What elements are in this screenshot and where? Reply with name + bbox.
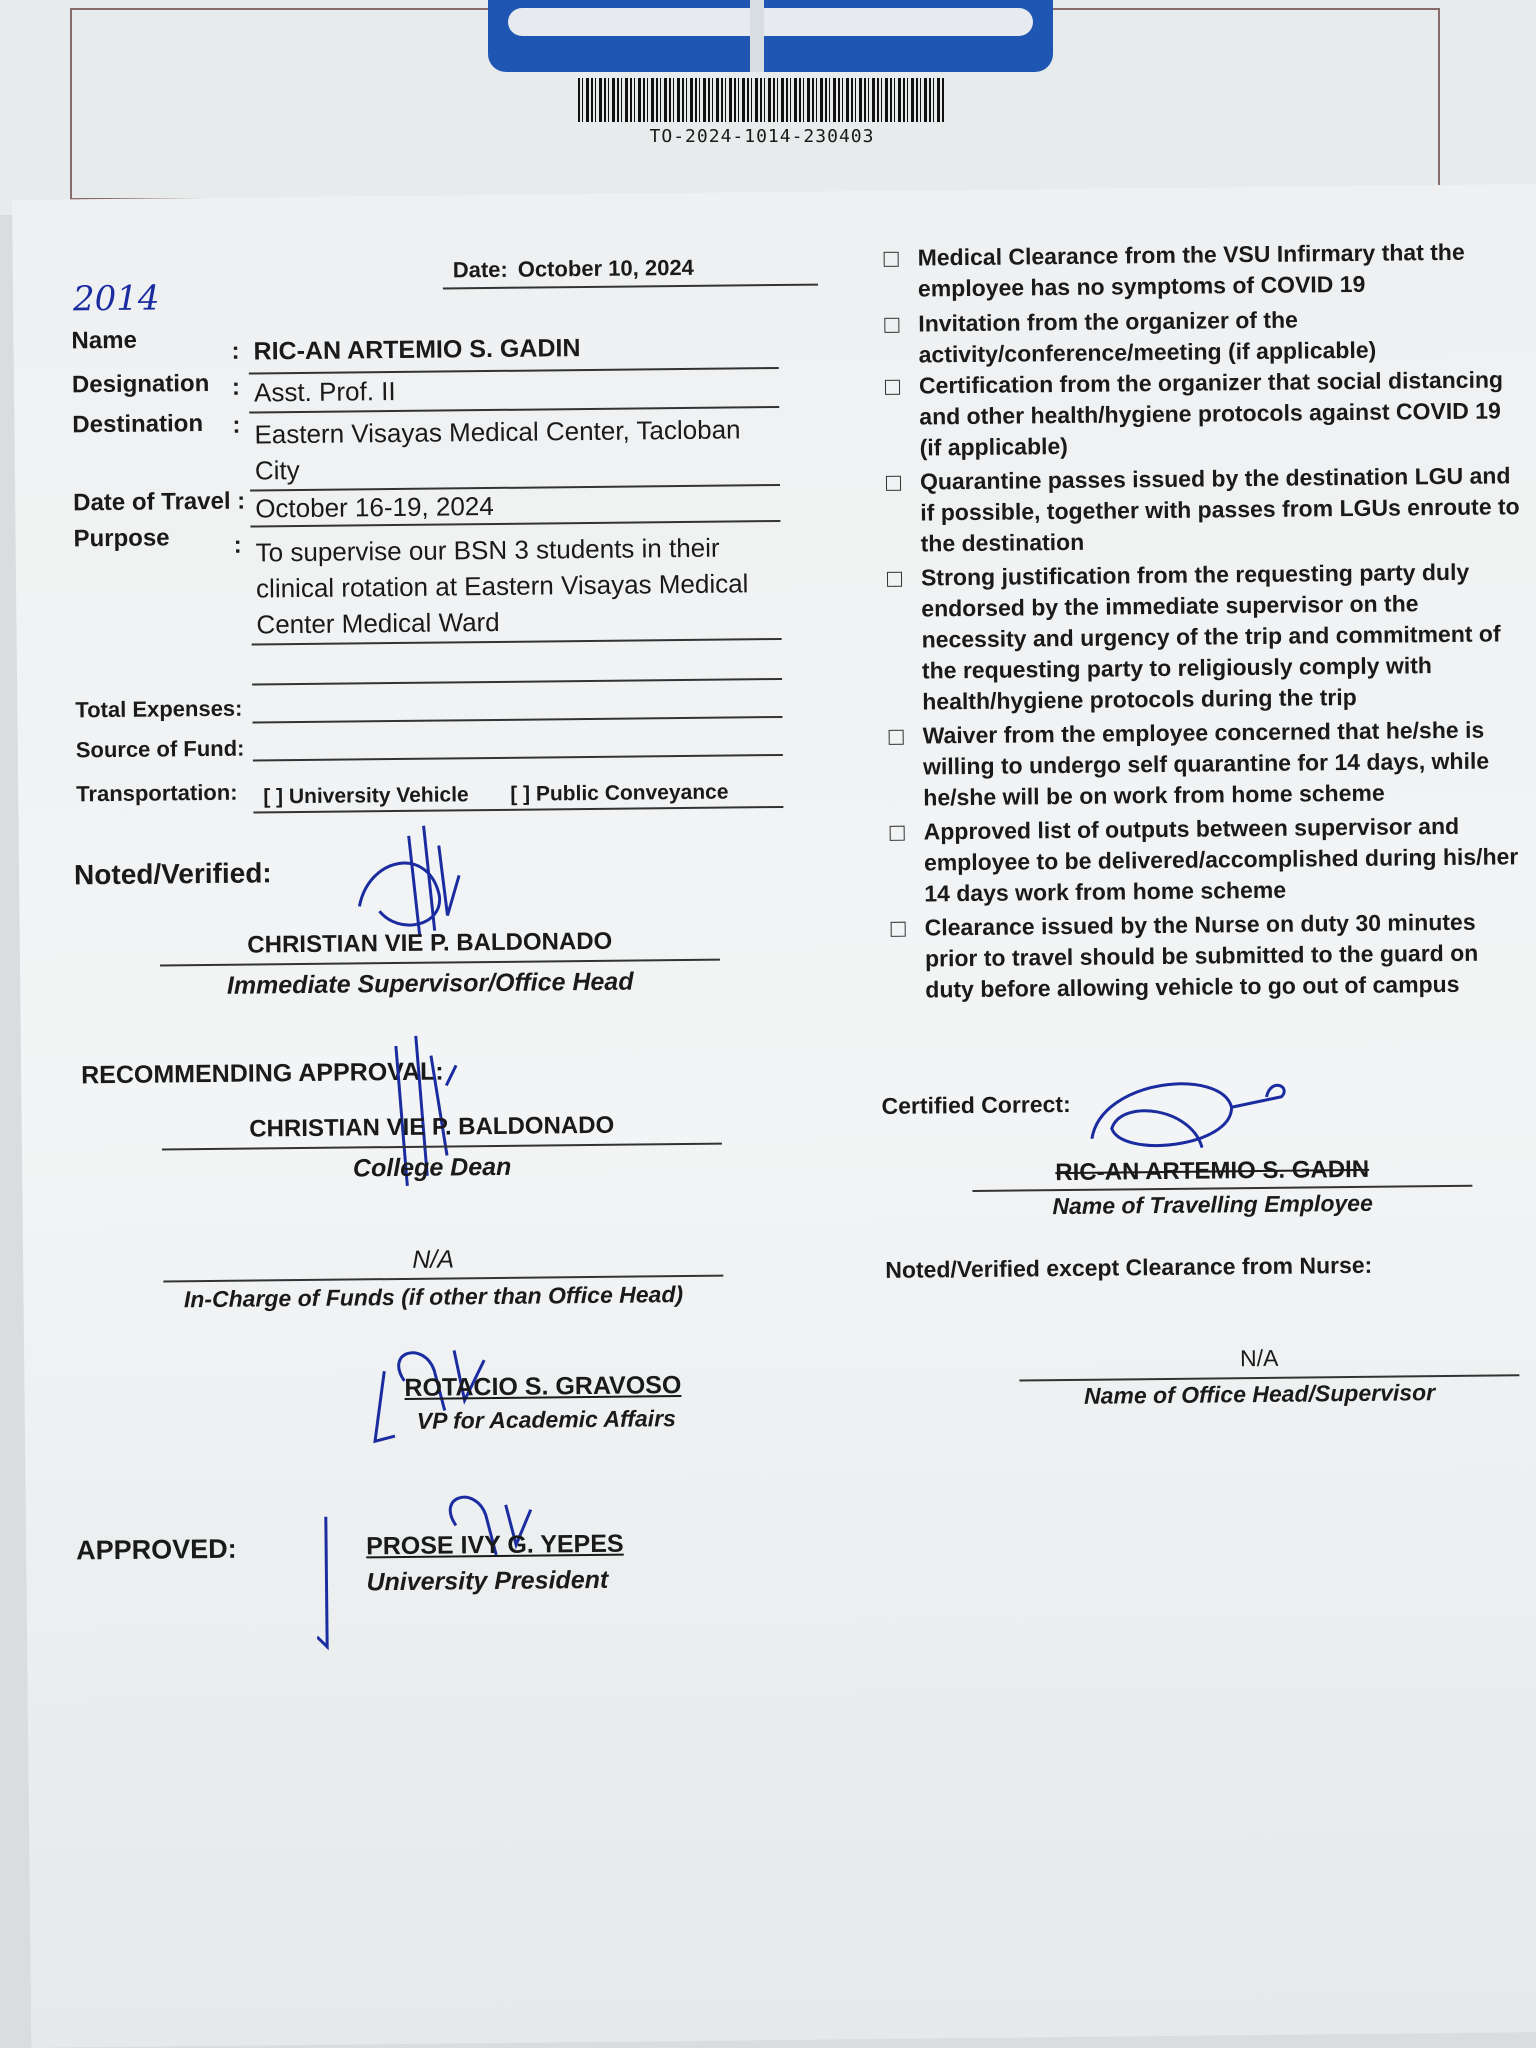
destination-label: Destination: [72, 410, 204, 439]
funds-title: In-Charge of Funds (if other than Office Head): [183, 1281, 684, 1313]
destination-line1: Eastern Visayas Medical Center, Tacloban: [254, 414, 741, 450]
checkbox-icon: [884, 318, 899, 333]
supervisor-name: CHRISTIAN VIE P. BALDONADO: [247, 927, 613, 959]
destination-line2: City: [254, 455, 300, 486]
purpose-label: Purpose: [73, 524, 170, 553]
recommending-approval-label: RECOMMENDING APPROVAL:: [81, 1057, 444, 1090]
transportation-label: Transportation:: [76, 779, 238, 807]
checklist-item: Quarantine passes issued by the destination LGU and if possible, together with passes from LGUs enroute to the destination: [920, 460, 1521, 559]
barcode-icon: [578, 78, 946, 122]
source-of-fund-label: Source of Fund:: [75, 735, 245, 763]
employee-title: Name of Travelling Employee: [1052, 1189, 1373, 1220]
checklist-item: Approved list of outputs between supervisor and employee to be delivered/accomplished during his/her 14 days work from home scheme: [924, 810, 1525, 909]
supervisor-title: Immediate Supervisor/Office Head: [226, 967, 634, 1000]
date-of-travel-value: October 16-19, 2024: [255, 490, 494, 524]
purpose-line3: Center Medical Ward: [256, 606, 500, 640]
checklist-item: Medical Clearance from the VSU Infirmary that the employee has no symptoms of COVID 19: [917, 236, 1518, 304]
purpose-line1: To supervise our BSN 3 students in their: [255, 532, 720, 568]
travel-order-page: Date: October 10, 2024 2014 Name : RIC-AN ARTEMIO S. GADIN Designation : Asst. Prof. II Destination : Eastern Visayas Medical Center, Tacloban City Date of Travel : October 16-19, 2024 Purpose : To supervise our BSN 3 students in their clinical rotation at Eastern Visayas Medical Center Medical Ward Total Expenses: Source of Fund: Transportation: [ ] University Vehicle [ ] Public Conveyance Noted/Verified: CHRISTIAN VIE P. BALDONADO Immediate Supervisor/Office Head RECOMMENDING APPROVAL: CHRISTIAN VIE P. BALDONADO College Dean N/A In-Charge of Funds (if other than Office Head) ROTACIO S. GRAVOSO VP for Academic Affairs APPROVED: PROSE IVY G. YEPES University President Medical Clearance from the VSU Infirmary that the employee has no symptoms of COVID 19 Invitation from the organizer of the activity/conference/meeting (if applicable) Certification from the organizer that social distancing and other health/hygiene protocols against COVID 19 (if applicable) Quarantine passes issued by the destination LGU and if possible, together with passes from LGUs enroute to the destination Strong justification from the requesting party duly endorsed by the immediate supervisor on the necessity and urgency of the trip and commitment of the requesting party to religiously comply with health/hygiene protocols during the trip Waiver from the employee concerned that he/she is willing to undergo self quarantine for 14 days, while he/she will be on work from home scheme Approved list of outputs between supervisor and employee to be delivered/accomplished during his/her 14 days work from home scheme Clearance issued by the Nurse on duty 30 minutes prior to travel should be submitted to the guard on duty before allowing vehicle to go out of campus Certified Correct: RIC-AN ARTEMIO S. GADIN Name of Travelling Employee Noted/Verified except Clearance from Nurse: N/A Name of Office Head/Supervisor: [12, 184, 1536, 2048]
office-head-title: Name of Office Head/Supervisor: [1083, 1379, 1436, 1409]
transport-public-conveyance: [ ] Public Conveyance: [510, 780, 729, 806]
checkbox-icon: [884, 252, 899, 267]
total-expenses-label: Total Expenses:: [75, 695, 243, 723]
purpose-line2: clinical rotation at Eastern Visayas Medical: [255, 568, 749, 604]
barcode-number: TO-2024-1014-230403: [649, 126, 875, 147]
vp-title: VP for Academic Affairs: [416, 1405, 676, 1434]
president-name: PROSE IVY G. YEPES: [365, 1529, 624, 1561]
date-label: Date:: [452, 256, 508, 283]
checkbox-icon: [890, 826, 905, 841]
dean-title: College Dean: [352, 1152, 512, 1183]
certified-correct-label: Certified Correct:: [881, 1090, 1071, 1119]
checkbox-icon: [887, 572, 902, 587]
checklist-item: Strong justification from the requesting party duly endorsed by the immediate supervisor on the necessity and urgency of the trip and commitment of the requesting party to religiously comply with health/hygiene protocols during the trip: [921, 556, 1523, 717]
employee-name: RIC-AN ARTEMIO S. GADIN: [1055, 1155, 1370, 1187]
president-title: University President: [366, 1565, 609, 1597]
noted-verified-label: Noted/Verified:: [73, 857, 272, 891]
funds-value: N/A: [412, 1245, 455, 1274]
checkbox-icon: [891, 922, 906, 937]
noted-except-label: Noted/Verified except Clearance from Nurse:: [885, 1251, 1373, 1283]
date-value: October 10, 2024: [517, 254, 694, 282]
clipboard-clip-icon: [488, 0, 1053, 72]
name-value: RIC-AN ARTEMIO S. GADIN: [253, 334, 581, 366]
office-head-value: N/A: [1239, 1344, 1279, 1372]
name-label: Name: [71, 326, 137, 355]
handwritten-year: 2014: [72, 278, 160, 320]
approved-label: APPROVED:: [75, 1533, 237, 1566]
checkbox-icon: [886, 476, 901, 491]
vp-name: ROTACIO S. GRAVOSO: [404, 1371, 682, 1402]
designation-label: Designation: [71, 369, 210, 399]
transport-university-vehicle: [ ] University Vehicle: [263, 783, 469, 809]
checklist-item: Certification from the organizer that social distancing and other health/hygiene protocols against COVID 19 (if applicable): [919, 364, 1520, 463]
date-of-travel-label: Date of Travel :: [73, 487, 246, 517]
checklist-item: Waiver from the employee concerned that he/she is willing to undergo self quarantine for 14 days, while he/she will be on work from home scheme: [923, 714, 1524, 813]
previous-page: [0, 0, 1536, 215]
dean-name: CHRISTIAN VIE P. BALDONADO: [249, 1111, 615, 1143]
checkbox-icon: [889, 730, 904, 745]
checklist-item: Clearance issued by the Nurse on duty 30 minutes prior to travel should be submitted to the guard on duty before allowing vehicle to go out of campus: [925, 906, 1526, 1005]
checkbox-icon: [885, 380, 900, 395]
checklist-item: Invitation from the organizer of the activity/conference/meeting (if applicable): [918, 302, 1519, 370]
designation-value: Asst. Prof. II: [253, 375, 396, 408]
